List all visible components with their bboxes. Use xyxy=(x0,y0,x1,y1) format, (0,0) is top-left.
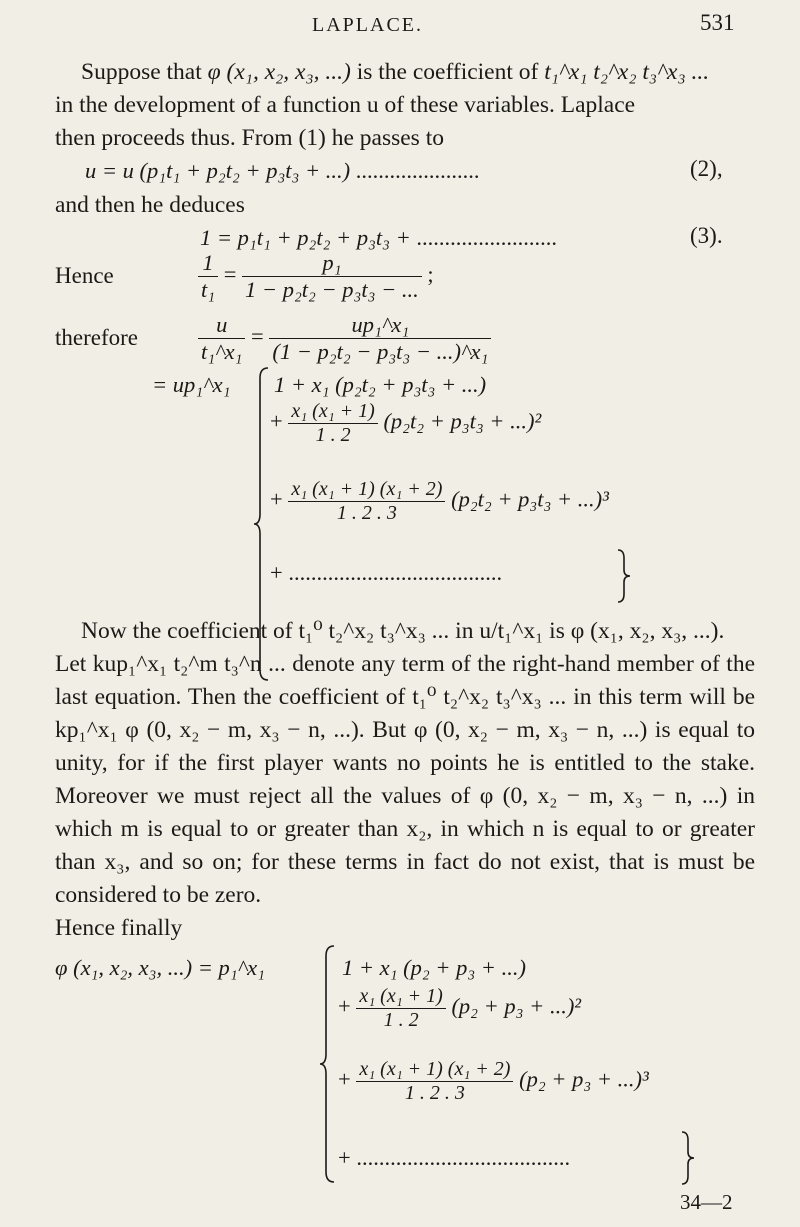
eq2-dots: ...................... xyxy=(355,158,480,183)
therefore-equation: $\frac{u}{\text{t₁\textasciicircum{}x₁}}$ = $\frac{\text{up₁\textasciicircum{}x₁}}{\text{(1 − p₂t₂ − p₃t₃ − ...)\textasciicircum{}x₁}}$ xyxy=(198,312,491,365)
series1-term-4: + ...................................... xyxy=(270,560,503,585)
running-title: LAPLACE. xyxy=(312,14,423,36)
series2-term-2: + $\frac{\text{x₁ (x₁ + 1)}}{1 . 2}$ (p₂ + p₃ + ...)² xyxy=(338,985,582,1031)
series2-t2-den: 1 . 2 xyxy=(383,1009,419,1031)
eq3-dots: ......................... xyxy=(416,225,558,250)
series1-t3-den: 1 . 2 . 3 xyxy=(336,502,397,524)
series1-t3-tail: (p₂t₂ + p₃t₃ + ...)³ xyxy=(451,486,609,512)
eq3-expression: 1 = p₁t₁ + p₂t₂ + p₃t₃ + xyxy=(200,225,417,250)
intro-line-1 xyxy=(55,56,755,89)
series2-t3-fraction xyxy=(356,1058,513,1105)
intro-text: Suppose that xyxy=(81,59,208,85)
let-paragraph: Let kup₁^x₁ t₂^m t₃^n ... denote any term of the right-hand member of the last equation. Then the coefficient of t₁⁰ t₂^x₂ t₃^x₃ ... in this term will be kp₁^x₁ φ (0, x₂ − m, x₃ − n, ...). But φ (0, x₂ − m, x₃ − n, ...) is equal to unity, for if the first player wants no points he is entitled to the stake. Moreover we must reject all the values of φ (0, x₂ − m, x₃ − n, ...) in which m is equal to or greater than x₂, in which n is equal to or greater than x₃, and so on; for these terms in fact do not exist, that is must be considered to be zero. xyxy=(55,651,755,908)
equation-3 xyxy=(200,225,557,251)
series1-t2-tail: (p₂t₂ + p₃t₃ + ...)² xyxy=(383,408,542,434)
series1-t2-fraction xyxy=(288,400,377,447)
signature-mark: 34—2 xyxy=(680,1190,733,1214)
intro-text-2: is the coefficient of xyxy=(350,59,545,85)
intro-line-2: in the development of a function u of these variables. Laplace xyxy=(55,92,636,118)
intro-line-3: then proceeds thus. From (1) he passes to xyxy=(55,125,444,151)
page-number: 531 xyxy=(700,10,735,35)
therefore-lhs-num: u xyxy=(198,312,245,339)
series2-closing-brace xyxy=(680,1130,696,1186)
series1-prefix: = up₁^x₁ xyxy=(152,372,231,397)
equation-2 xyxy=(85,158,480,184)
hence-equation: $\frac{1}{\text{t₁}}$ = $\frac{\text{p₁}}{\text{1 − p₂t₂ − p₃t₃ − ...}}$ ; xyxy=(198,250,434,303)
series2-term-1: 1 + x₁ (p₂ + p₃ + ...) xyxy=(342,955,526,980)
therefore-rhs-fraction xyxy=(269,312,491,365)
series2-term-3: + $\frac{\text{x₁ (x₁ + 1) (x₁ + 2)}}{1 . 2 . 3}$ (p₂ + p₃ + ...)³ xyxy=(338,1058,649,1104)
intro-paragraph xyxy=(55,56,755,155)
series1-term-3: + $\frac{\text{x₁ (x₁ + 1) (x₁ + 2)}}{1 . 2 . 3}$ (p₂t₂ + p₃t₃ + ...)³ xyxy=(270,478,609,524)
series2-t3-den: 1 . 2 . 3 xyxy=(404,1082,465,1104)
now-line: Now the coefficient of t₁⁰ t₂^x₂ t₃^x₃ ... in u/t₁^x₁ is φ (x₁, x₂, x₃, ...). xyxy=(81,618,725,644)
series2-t2-num: x₁ (x₁ + 1) xyxy=(356,985,445,1009)
therefore-lhs-den: t₁^x₁ xyxy=(201,339,243,364)
and-then-text: and then he deduces xyxy=(55,192,245,218)
series2-t2-fraction xyxy=(356,985,445,1032)
series1-t2-den: 1 . 2 xyxy=(315,424,351,446)
series2-t3-tail: (p₂ + p₃ + ...)³ xyxy=(519,1066,649,1092)
equation-2-number: (2), xyxy=(690,156,723,181)
hence-lhs-den: t₁ xyxy=(201,277,216,302)
therefore-label: therefore xyxy=(55,325,138,350)
t-monomial: t₁^x₁ t₂^x₂ t₃^x₃ ... xyxy=(544,59,710,85)
therefore-rhs-den: (1 − p₂t₂ − p₃t₃ − ...)^x₁ xyxy=(272,339,489,364)
series2-prefix: φ (x₁, x₂, x₃, ...) = p₁^x₁ xyxy=(55,955,265,980)
hence-lhs-num: 1 xyxy=(198,250,218,277)
series1-t3-fraction xyxy=(288,478,445,525)
therefore-lhs-fraction xyxy=(198,312,245,365)
phi-expression: φ (x₁, x₂, x₃, ...) xyxy=(207,59,351,85)
therefore-rhs-num: up₁^x₁ xyxy=(269,312,491,339)
series1-t2-num: x₁ (x₁ + 1) xyxy=(288,400,377,424)
equation-3-number: (3). xyxy=(690,223,723,248)
body-paragraph xyxy=(55,615,755,945)
series1-term-2: + $\frac{\text{x₁ (x₁ + 1)}}{1 . 2}$ (p₂t₂ + p₃t₃ + ...)² xyxy=(270,400,542,446)
series2-t2-tail: (p₂ + p₃ + ...)² xyxy=(451,993,582,1019)
hence-lhs-fraction xyxy=(198,250,218,303)
finally-line: Hence finally xyxy=(55,915,183,941)
hence-rhs-den: 1 − p₂t₂ − p₃t₃ − ... xyxy=(245,277,419,302)
series1-closing-brace xyxy=(616,548,632,604)
series2-t3-num: x₁ (x₁ + 1) (x₁ + 2) xyxy=(356,1058,513,1082)
series1-t3-num: x₁ (x₁ + 1) (x₁ + 2) xyxy=(288,478,445,502)
series2-brace xyxy=(320,944,340,1184)
hence-rhs-fraction xyxy=(242,250,422,303)
series2-term-4: + ...................................... xyxy=(338,1145,571,1170)
series1-term-1: 1 + x₁ (p₂t₂ + p₃t₃ + ...) xyxy=(274,372,487,397)
hence-rhs-num: p₁ xyxy=(242,250,422,277)
eq2-expression: u = u (p₁t₁ + p₂t₂ + p₃t₃ + ...) xyxy=(85,158,356,183)
hence-label: Hence xyxy=(55,263,114,288)
